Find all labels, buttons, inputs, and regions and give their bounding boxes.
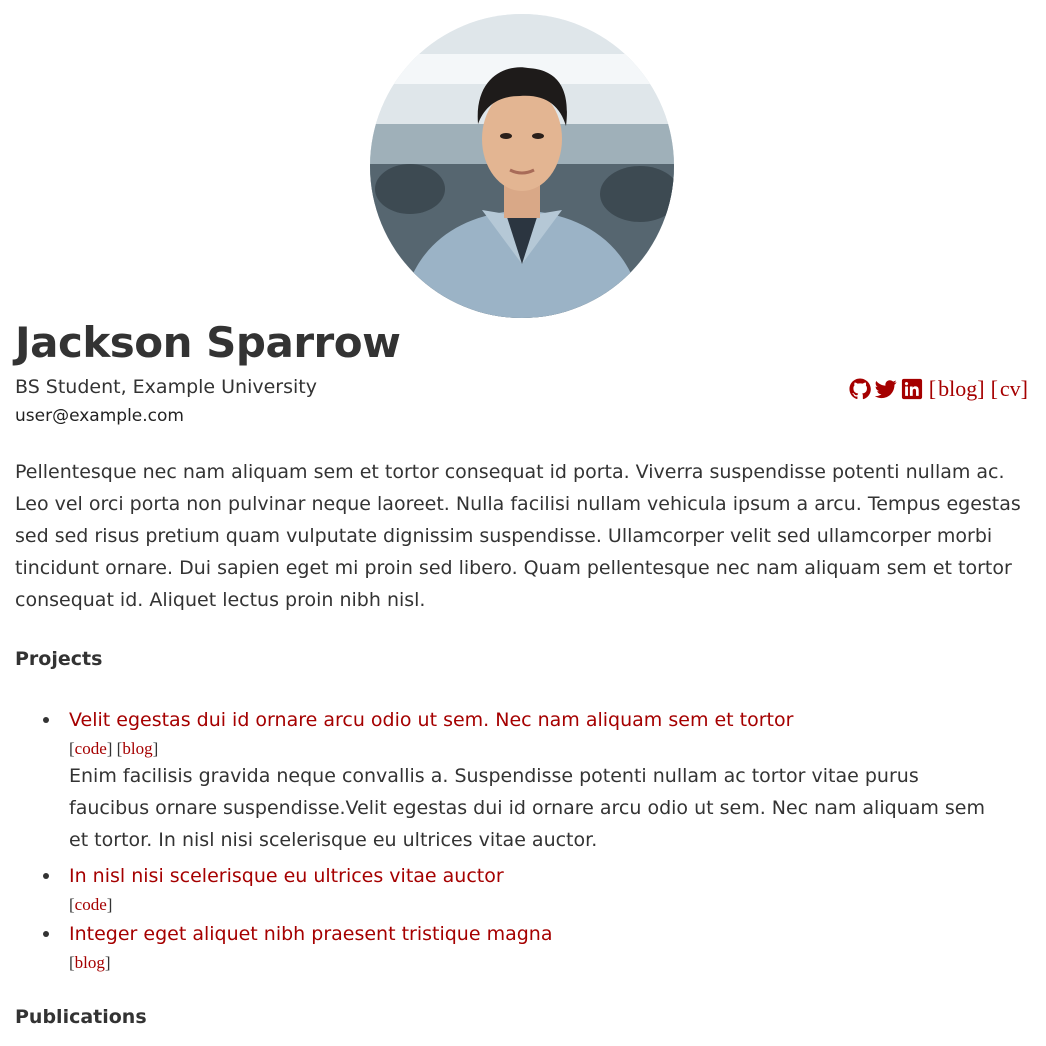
- projects-list: [15, 702, 1015, 974]
- project-code-link[interactable]: code: [74, 739, 107, 758]
- profile-name: Jackson Sparrow: [15, 318, 401, 367]
- project-title-link[interactable]: Integer eget aliquet nibh praesent tristique magna: [69, 923, 553, 945]
- linkedin-icon[interactable]: [901, 378, 923, 400]
- project-code-link[interactable]: code: [74, 895, 107, 914]
- project-links: [code] [blog]: [69, 739, 159, 758]
- publications-heading: Publications: [15, 1006, 147, 1028]
- profile-email: user@example.com: [15, 406, 184, 426]
- social-links: [blog] [cv]: [849, 376, 1028, 402]
- project-description: Enim facilisis gravida neque convallis a. Suspendisse potenti nullam ac tortor vitae purus faucibus ornare suspendisse.Velit egestas dui id ornare arcu odio ut sem. Nec nam aliquam sem et tortor. In nisl nisi scelerisque eu ultrices vitae auctor.: [69, 765, 985, 851]
- profile-photo: [370, 14, 674, 318]
- project-item: [15, 702, 1015, 856]
- project-links: [blog]: [69, 953, 111, 972]
- project-item: [15, 916, 1015, 974]
- bio-paragraph: Pellentesque nec nam aliquam sem et tortor consequat id porta. Viverra suspendisse potenti nullam ac. Leo vel orci porta non pulvinar neque laoreet. Nulla facilisi nullam vehicula ipsum a arcu. Tempus egestas sed sed risus pretium quam vulputate dignissim suspendisse. Ullamcorper velit sed ullamcorper morbi tincidunt ornare. Dui sapien eget mi proin sed libero. Quam pellentesque nec nam aliquam sem et tortor consequat id. Aliquet lectus proin nibh nisl.: [15, 461, 1021, 611]
- project-blog-link[interactable]: blog: [74, 953, 105, 972]
- project-title-link[interactable]: In nisl nisi scelerisque eu ultrices vitae auctor: [69, 865, 504, 887]
- profile-subtitle: BS Student, Example University: [15, 376, 317, 398]
- project-title-link[interactable]: Velit egestas dui id ornare arcu odio ut sem. Nec nam aliquam sem et tortor: [69, 709, 794, 731]
- github-icon[interactable]: [849, 378, 871, 400]
- project-blog-link[interactable]: blog: [122, 739, 153, 758]
- twitter-icon[interactable]: [875, 378, 897, 400]
- project-item: [15, 858, 1015, 916]
- cv-link[interactable]: cv: [999, 376, 1021, 401]
- project-links: [code]: [69, 895, 113, 914]
- blog-link[interactable]: blog: [938, 376, 978, 401]
- projects-heading: Projects: [15, 648, 103, 670]
